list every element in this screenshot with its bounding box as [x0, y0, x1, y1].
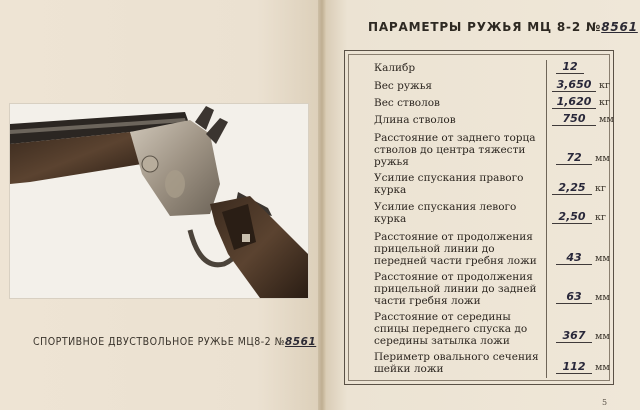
- param-unit: мм: [595, 253, 610, 264]
- title-text: ПАРАМЕТРЫ РУЖЬЯ МЦ 8-2 №: [368, 20, 602, 34]
- param-value: 750: [552, 113, 596, 126]
- shotgun-photo: [10, 104, 308, 298]
- table-divider: [546, 60, 547, 378]
- param-unit: мм: [595, 153, 610, 164]
- param-unit: кг: [599, 80, 610, 91]
- page-number: 5: [602, 398, 608, 407]
- param-label: Периметр овального сечения шейки ложи: [374, 351, 539, 375]
- param-label: Расстояние от заднего торца стволов до центра тяжести ружья: [374, 132, 536, 168]
- param-label: Расстояние от продолжения прицельной линии до задней части гребня ложи: [374, 271, 537, 307]
- book-spine: [318, 0, 326, 410]
- param-value: 63: [556, 291, 592, 304]
- param-unit: мм: [599, 114, 614, 125]
- param-label: Длина стволов: [374, 114, 456, 126]
- param-value: 2,50: [552, 211, 592, 224]
- param-unit: кг: [599, 97, 610, 108]
- param-value: 367: [556, 330, 592, 343]
- param-label: Вес ружья: [374, 80, 433, 92]
- param-value: 2,25: [552, 182, 592, 195]
- param-unit: мм: [595, 362, 610, 373]
- photo-caption: [33, 336, 317, 348]
- param-unit: кг: [595, 212, 606, 223]
- caption-serial-number: 8561: [284, 336, 317, 348]
- caption-text: СПОРТИВНОЕ ДВУСТВОЛЬНОЕ РУЖЬЕ МЦ8-2 №: [33, 336, 285, 348]
- param-unit: кг: [595, 183, 606, 194]
- param-value: 1,620: [552, 96, 596, 109]
- param-label: Усилие спускания правого курка: [374, 172, 524, 196]
- param-value: 43: [556, 252, 592, 265]
- param-label: Калибр: [374, 62, 416, 74]
- param-unit: мм: [595, 292, 610, 303]
- page-title: [368, 20, 638, 34]
- param-value: 12: [556, 61, 584, 74]
- param-label: Вес стволов: [374, 97, 440, 109]
- title-serial-number: 8561: [601, 20, 638, 34]
- param-unit: мм: [595, 331, 610, 342]
- param-value: 112: [556, 361, 592, 374]
- param-label: Расстояние от середины спицы переднего спуска до середины затылка ложи: [374, 311, 528, 347]
- param-label: Расстояние от продолжения прицельной линии до передней части гребня ложи: [374, 231, 537, 267]
- param-value: 3,650: [552, 79, 596, 92]
- param-value: 72: [556, 152, 592, 165]
- param-label: Усилие спускания левого курка: [374, 201, 517, 225]
